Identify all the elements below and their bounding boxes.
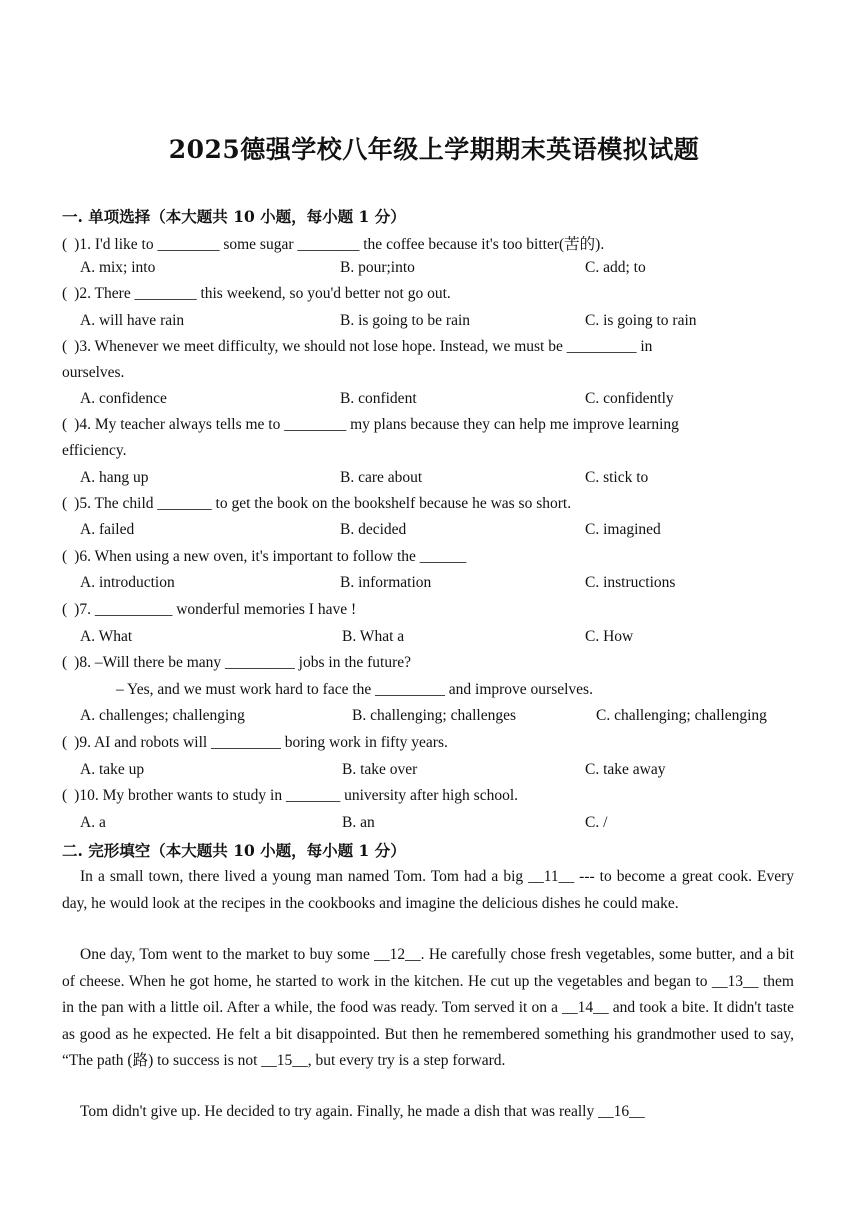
question-6: ( )6. When using a new oven, it's important to follow the ______	[62, 548, 467, 565]
question-4-continued: efficiency.	[62, 442, 127, 459]
option-b: B. an	[342, 814, 375, 831]
option-b: B. challenging; challenges	[352, 707, 516, 724]
question-stem: )4. My teacher always tells me to ________ my plans because they can help me improve learning	[74, 416, 679, 433]
option-a: A. mix; into	[80, 259, 156, 276]
option-a: A. take up	[80, 761, 145, 778]
question-stem: )9. AI and robots will _________ boring work in fifty years.	[74, 734, 448, 751]
cloze-paragraph-2: One day, Tom went to the market to buy some __12__. He carefully chose fresh vegetables, some butter, and a bit of cheese. When he got home, he started to work in the kitchen. He cut up the vegetables and began to __13__ them in the pan with a little oil. After a while, the food was ready. Tom served it on a __14__ and took a bite. It didn't taste as good as he expected. He felt a bit disappointed. But then he remembered something his grandmother used to say, “The path (路) to success is not __15__, but every try is a step forward.	[62, 946, 794, 1069]
option-c: C. imagined	[585, 521, 661, 538]
page-title: 2025德强学校八年级上学期期末英语模拟试题	[168, 135, 700, 164]
option-b: B. care about	[340, 469, 423, 486]
option-b: B. What a	[342, 628, 405, 645]
question-8-reply: – Yes, and we must work hard to face the _________ and improve ourselves.	[116, 681, 593, 698]
question-4: ( )4. My teacher always tells me to ________ my plans because they can help me improve learning	[62, 416, 679, 433]
question-stem: )6. When using a new oven, it's important to follow the ______	[74, 548, 467, 565]
option-a: A. failed	[80, 521, 135, 538]
option-a: A. hang up	[80, 469, 149, 486]
option-b: B. take over	[342, 761, 418, 778]
question-3: ( )3. Whenever we meet difficulty, we should not lose hope. Instead, we must be _________ in	[62, 338, 653, 355]
option-a: A. confidence	[80, 390, 167, 407]
question-1: ( )1. I'd like to ________ some sugar ________ the coffee because it's too bitter(苦的).	[62, 236, 605, 253]
option-b: B. pour;into	[340, 259, 415, 276]
option-b: B. decided	[340, 521, 407, 538]
question-stem: )5. The child _______ to get the book on the bookshelf because he was so short.	[74, 495, 572, 512]
option-c: C. stick to	[585, 469, 649, 486]
section-2-heading: 二. 完形填空（本大题共 10 小题，每小题 1 分）	[62, 841, 406, 860]
option-c: C. instructions	[585, 574, 676, 591]
option-c: C. take away	[585, 761, 666, 778]
option-b: B. confident	[340, 390, 417, 407]
question-8: ( )8. –Will there be many _________ jobs in the future?	[62, 654, 412, 671]
option-c: C. challenging; challenging	[596, 707, 767, 724]
option-c: C. How	[585, 628, 634, 645]
option-c: C. is going to rain	[585, 312, 697, 329]
question-stem: )7. __________ wonderful memories I have !	[74, 601, 357, 618]
question-stem: )2. There ________ this weekend, so you'd better not go out.	[74, 285, 451, 302]
option-a: A. will have rain	[80, 312, 185, 329]
option-b: B. information	[340, 574, 432, 591]
option-b: B. is going to be rain	[340, 312, 471, 329]
option-a: A. challenges; challenging	[80, 707, 245, 724]
option-a: A. introduction	[80, 574, 175, 591]
option-a: A. What	[80, 628, 133, 645]
question-stem: )1. I'd like to ________ some sugar ________ the coffee because it's too bitter(苦的).	[74, 236, 605, 253]
question-2: ( )2. There ________ this weekend, so you'd better not go out.	[62, 285, 451, 302]
question-7: ( )7. __________ wonderful memories I have !	[62, 601, 357, 618]
question-3-continued: ourselves.	[62, 364, 125, 381]
option-a: A. a	[80, 814, 106, 831]
question-5: ( )5. The child _______ to get the book on the bookshelf because he was so short.	[62, 495, 572, 512]
question-stem: )3. Whenever we meet difficulty, we should not lose hope. Instead, we must be _________ in	[74, 338, 653, 355]
option-c: C. add; to	[585, 259, 646, 276]
cloze-paragraph-1: In a small town, there lived a young man named Tom. Tom had a big __11__ --- to become a great cook. Every day, he would look at the recipes in the cookbooks and imagine the delicious dishes he could make.	[62, 868, 794, 912]
section-1-heading: 一. 单项选择（本大题共 10 小题，每小题 1 分）	[62, 207, 406, 226]
option-c: C. /	[585, 814, 608, 831]
question-stem: )8. –Will there be many _________ jobs in the future?	[74, 654, 412, 671]
cloze-paragraph-3: Tom didn't give up. He decided to try again. Finally, he made a dish that was really __16__	[80, 1103, 645, 1120]
question-10: ( )10. My brother wants to study in _______ university after high school.	[62, 787, 519, 804]
option-c: C. confidently	[585, 390, 674, 407]
question-9: ( )9. AI and robots will _________ boring work in fifty years.	[62, 734, 448, 751]
question-stem: )10. My brother wants to study in _______ university after high school.	[74, 787, 519, 804]
